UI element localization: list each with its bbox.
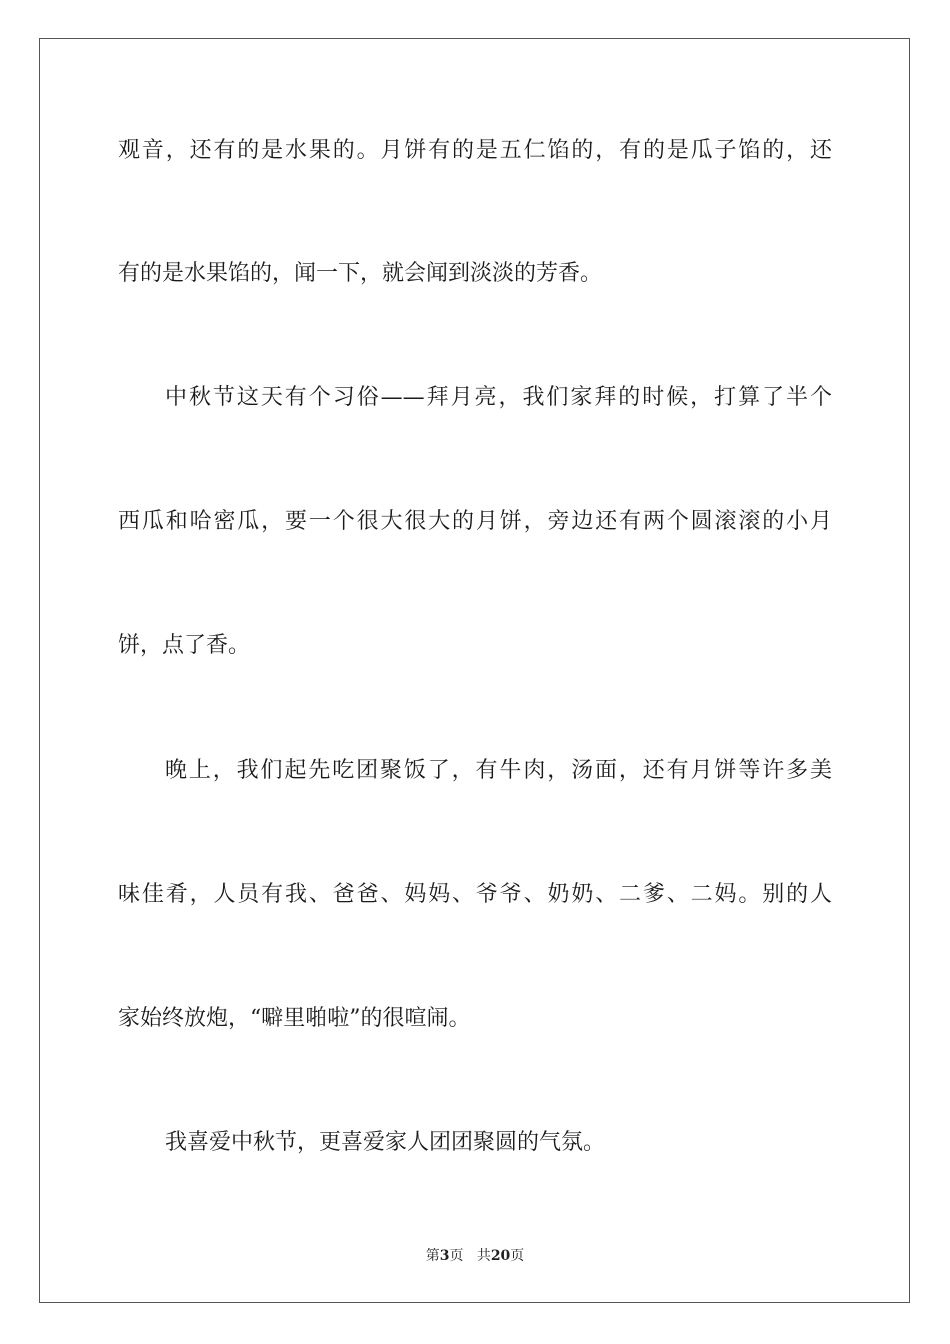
paragraph-line: 味佳肴，人员有我、爸爸、妈妈、爷爷、奶奶、二爹、二妈。别的人 (118, 882, 832, 907)
page-footer (0, 1245, 950, 1265)
page-border (39, 38, 910, 1303)
page-number: 3 (439, 1248, 450, 1264)
paragraph-line: 西瓜和哈密瓜，要一个很大很大的月饼，旁边还有两个圆滚滚的小月 (118, 509, 832, 534)
paragraph-line: 家始终放炮，“噼里啪啦”的很喧闹。 (118, 1006, 471, 1031)
paragraph-line: 有的是水果馅的，闻一下，就会闻到淡淡的芳香。 (118, 261, 603, 286)
total-pages: 20 (490, 1248, 511, 1264)
paragraph-line: 饼，点了香。 (118, 633, 251, 658)
total-prefix: 共 (476, 1248, 491, 1264)
page-suffix: 页 (449, 1248, 464, 1264)
paragraph-line: 我喜爱中秋节，更喜爱家人团团聚圆的气氛。 (165, 1130, 606, 1155)
paragraph-line: 晚上，我们起先吃团聚饭了，有牛肉，汤面，还有月饼等许多美 (165, 758, 832, 783)
page-prefix: 第 (425, 1248, 440, 1264)
paragraph-line: 观音，还有的是水果的。月饼有的是五仁馅的，有的是瓜子馅的，还 (118, 138, 832, 163)
total-suffix: 页 (510, 1248, 525, 1264)
paragraph-line: 中秋节这天有个习俗——拜月亮，我们家拜的时候，打算了半个 (165, 385, 832, 410)
